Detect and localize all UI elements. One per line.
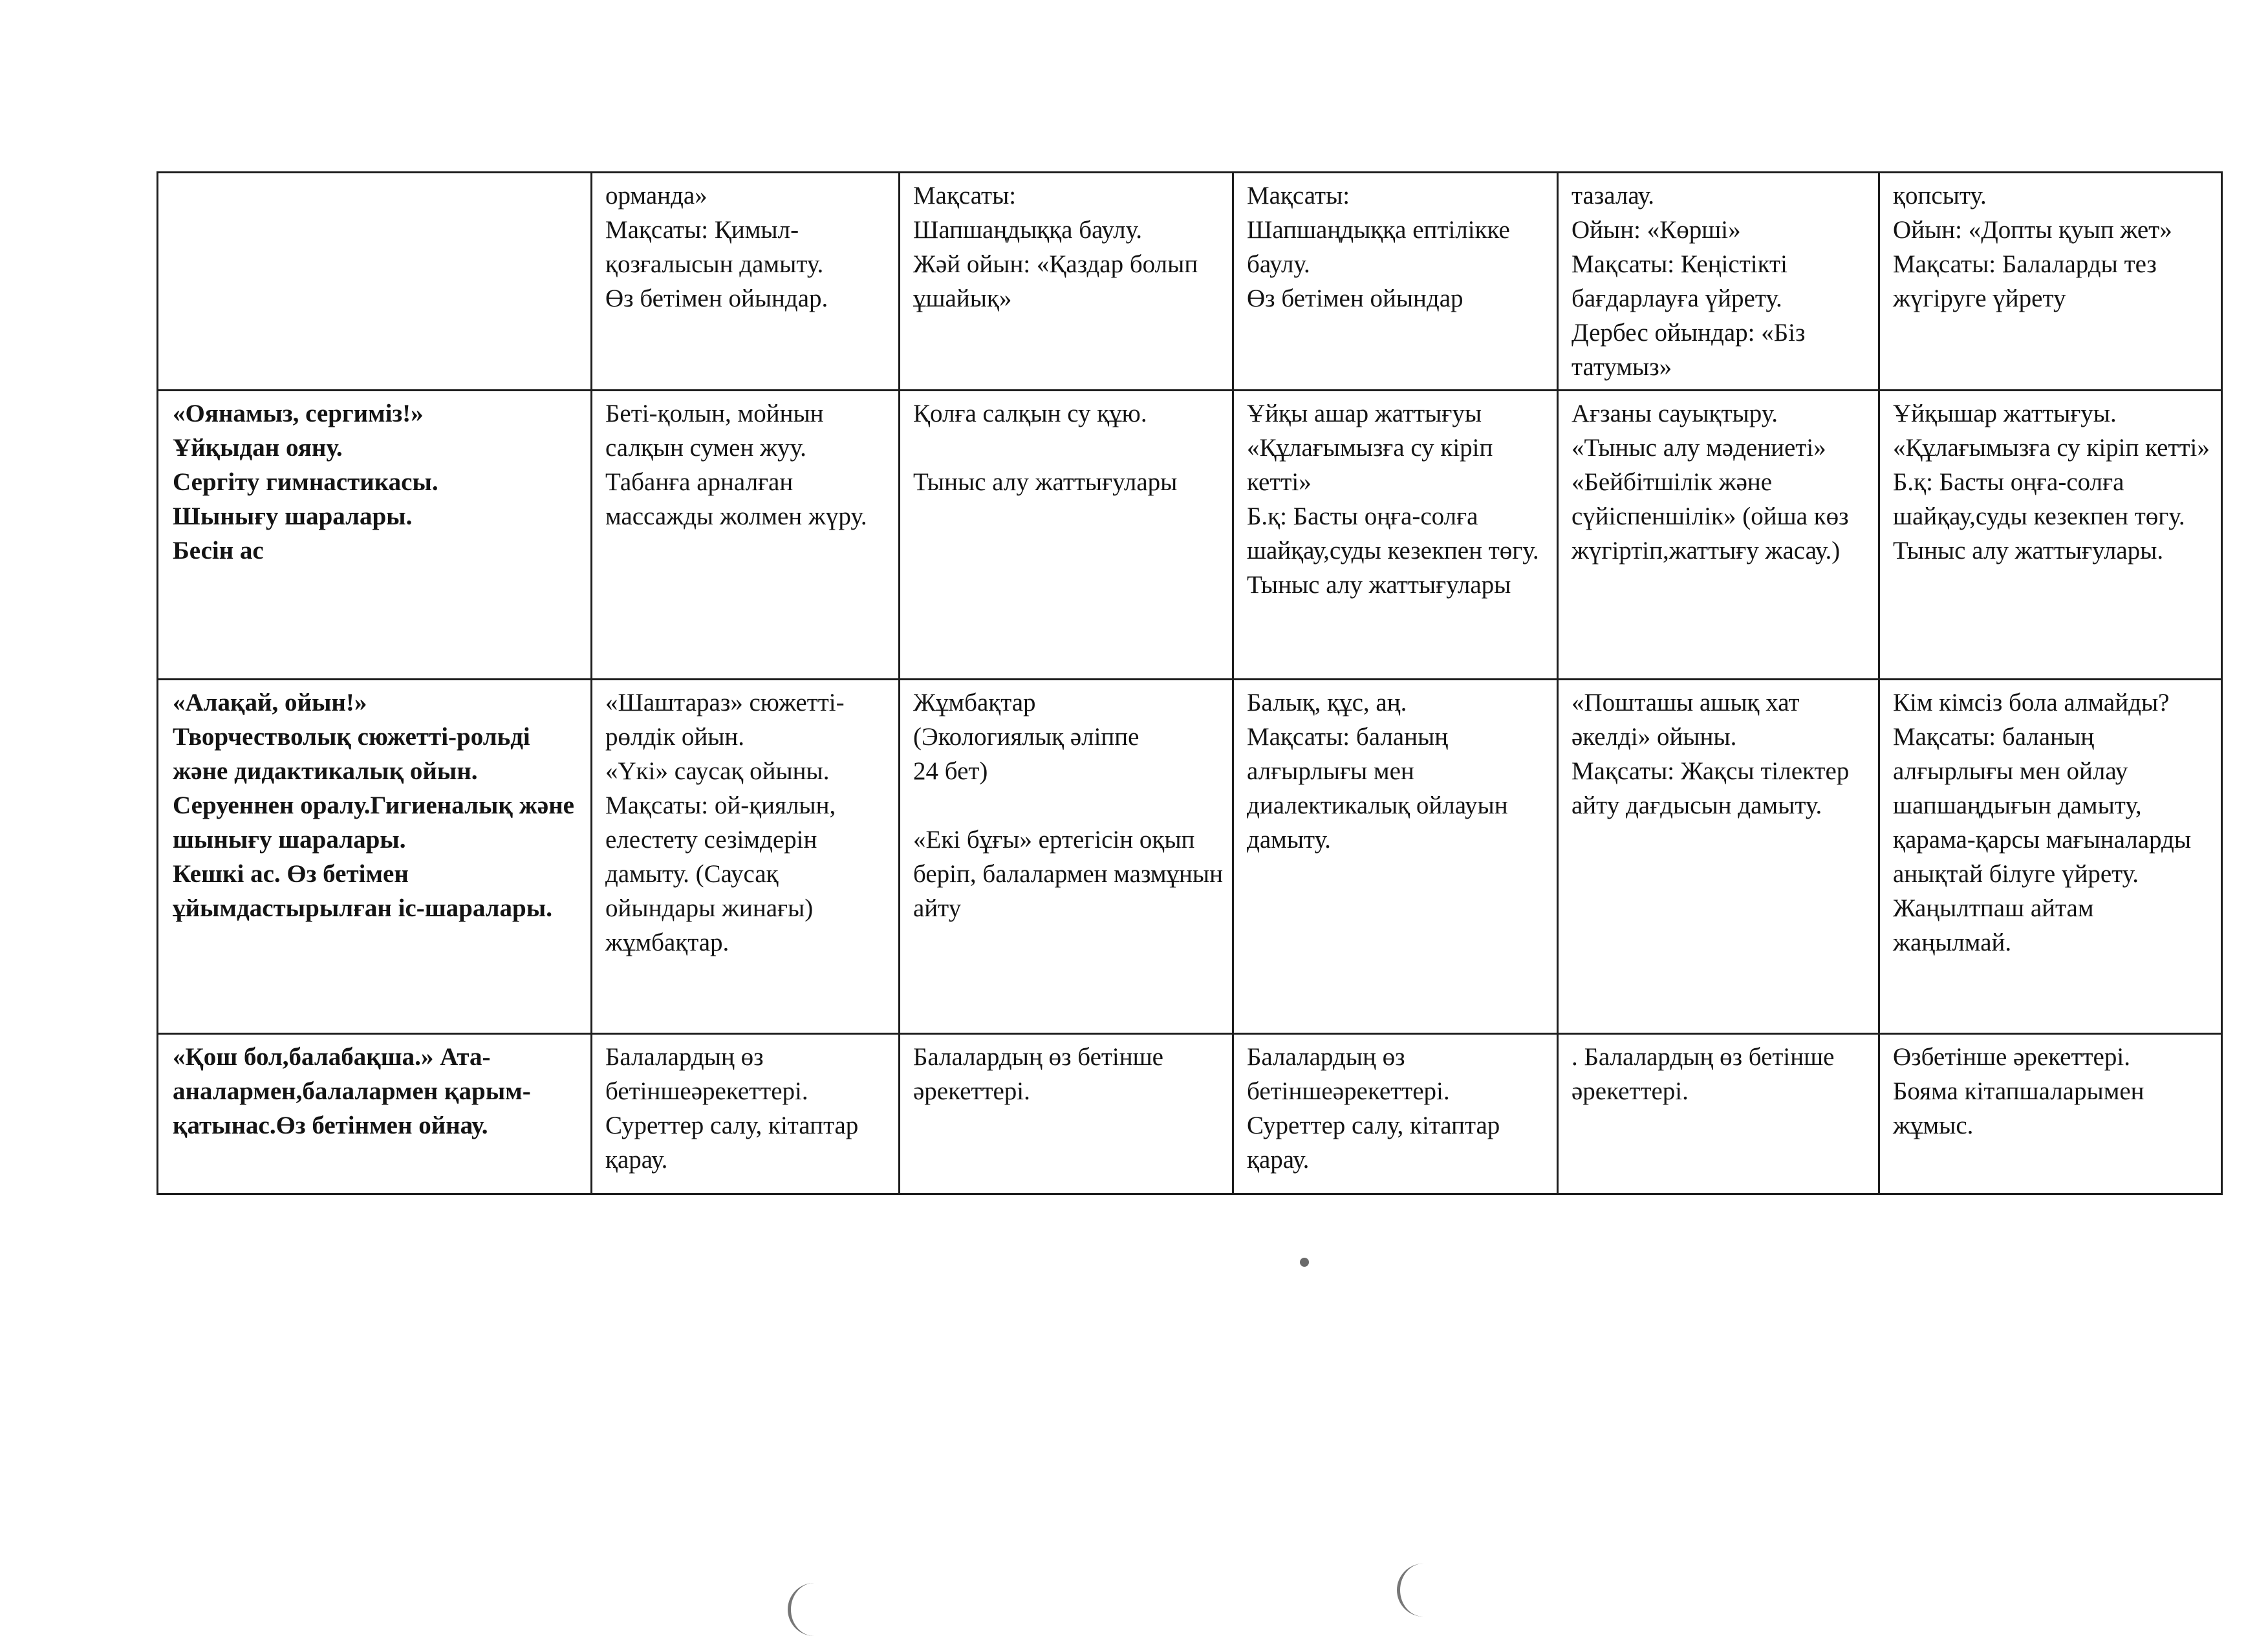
table-cell: Ұйқы ашар жаттығуы «Құлағымызға су кіріп кетті» Б.қ: Басты оңға-солға шайқау,суды кезекпен төгу. Тыныс алу жаттығулары xyxy=(1233,391,1558,680)
table-cell: Балық, құс, аң. Мақсаты: баланың алғырлығы мен диалектикалық ойлауын дамыту. xyxy=(1233,680,1558,1034)
table-cell: Балалардың өз бетінше әрекеттері. xyxy=(900,1034,1233,1194)
daily-schedule-table xyxy=(157,171,2223,1195)
table-cell: Балалардың өз бетіншеәрекеттері. Суреттер салу, кітаптар қарау. xyxy=(592,1034,900,1194)
table-cell: Жұмбақтар (Экологиялық әліппе 24 бет) «Екі бұғы» ертегісін оқып беріп, балалармен мазмұнын айту xyxy=(900,680,1233,1034)
punch-hole-mark-left xyxy=(788,1583,826,1636)
table-row xyxy=(158,173,2222,391)
table-cell: Балалардың өз бетіншеәрекеттері. Суреттер салу, кітаптар қарау. xyxy=(1233,1034,1558,1194)
table-cell: «Пошташы ашық хат әкелді» ойыны. Мақсаты: Жақсы тілектер айту дағдысын дамыту. xyxy=(1558,680,1879,1034)
table-row xyxy=(158,680,2222,1034)
table-row xyxy=(158,1034,2222,1194)
table-cell: Беті-қолын, мойнын салқын сумен жуу. Табанға арналған массажды жолмен жүру. xyxy=(592,391,900,680)
table-row xyxy=(158,391,2222,680)
table-cell: Ұйқышар жаттығуы. «Құлағымызға су кіріп кетті» Б.қ: Басты оңға-солға шайқау,суды кезекпен төгу. Тыныс алу жаттығулары. xyxy=(1879,391,2222,680)
table-cell: Мақсаты: Шапшаңдыққа ептілікке баулу. Өз бетімен ойындар xyxy=(1233,173,1558,391)
row-label: «Қош бол,балабақша.» Ата-аналармен,балалармен қарым-қатынас.Өз бетінмен ойнау. xyxy=(158,1034,592,1194)
punch-hole-mark-right xyxy=(1397,1564,1435,1617)
table-cell: Ағзаны сауықтыру. «Тыныс алу мәдениеті» «Бейбітшілік және сүйіспеншілік» (ойша көз жүгіртіп,жаттығу жасау.) xyxy=(1558,391,1879,680)
table-cell: қопсыту. Ойын: «Допты қуып жет» Мақсаты: Балаларды тез жүгіруге үйрету xyxy=(1879,173,2222,391)
table-cell: Қолға салқын су құю. Тыныс алу жаттығулары xyxy=(900,391,1233,680)
table-cell: Кім кімсіз бола алмайды? Мақсаты: баланың алғырлығы мен ойлау шапшаңдығын дамыту, қарама-қарсы мағыналарды анықтай білуге үйрету. Жаңылтпаш айтам жаңылмай. xyxy=(1879,680,2222,1034)
row-label xyxy=(158,173,592,391)
table-cell: «Шаштараз» сюжетті-рөлдік ойын. «Үкі» саусақ ойыны. Мақсаты: ой-қиялын, елестету сезімдерін дамыту. (Саусақ ойындары жинағы) жұмбақтар. xyxy=(592,680,900,1034)
table-cell: Мақсаты: Шапшаңдыққа баулу. Жәй ойын: «Қаздар болып ұшайық» xyxy=(900,173,1233,391)
table-cell: орманда» Мақсаты: Қимыл-қозғалысын дамыту. Өз бетімен ойындар. xyxy=(592,173,900,391)
row-label: «Алақай, ойын!» Творчестволық сюжетті-рольді және дидактикалық ойын. Серуеннен оралу.Гигиеналық және шынығу шаралары. Кешкі ас. Өз бетімен ұйымдастырылған іс-шаралары. xyxy=(158,680,592,1034)
table-cell: . Балалардың өз бетінше әрекеттері. xyxy=(1558,1034,1879,1194)
scan-speck xyxy=(1300,1258,1309,1267)
table-cell: Өзбетінше әрекеттері. Бояма кітапшаларымен жұмыс. xyxy=(1879,1034,2222,1194)
table-cell: тазалау. Ойын: «Көрші» Мақсаты: Кеңістікті бағдарлауға үйрету. Дербес ойындар: «Біз татумыз» xyxy=(1558,173,1879,391)
row-label: «Оянамыз, сергиміз!» Ұйқыдан ояну. Сергіту гимнастикасы. Шынығу шаралары. Бесін ас xyxy=(158,391,592,680)
